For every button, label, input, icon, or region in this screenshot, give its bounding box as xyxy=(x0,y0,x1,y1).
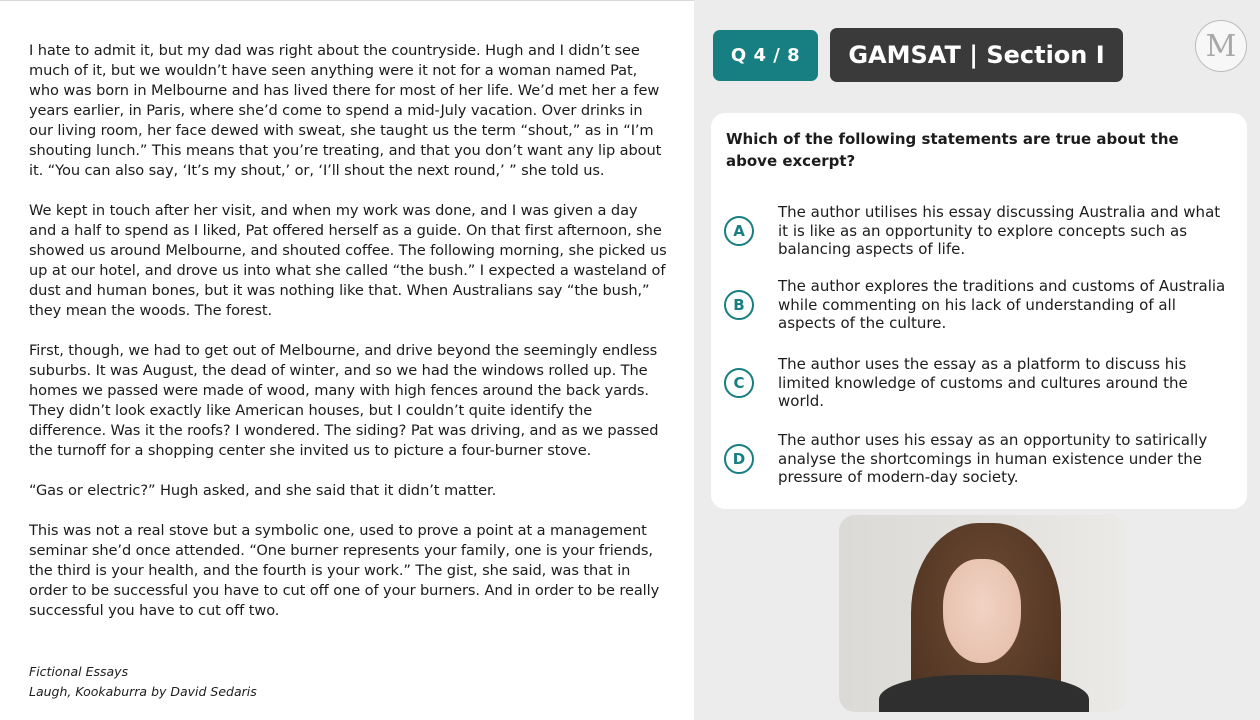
option-c-text[interactable]: The author uses the essay as a platform to discuss his limited knowledge of customs and cultures around the world. xyxy=(778,355,1188,410)
brand-logo-icon xyxy=(1195,20,1247,72)
source-title-author: Laugh, Kookaburra by David Sedaris xyxy=(29,684,257,699)
source-collection: Fictional Essays xyxy=(29,664,129,679)
passage-paragraph-5: This was not a real stove but a symbolic one, used to prove a point at a management seminar she’d once attended. “One burner represents your family, one is your friends, the third is your health, and the fourth is your work.” The gist, she said, was that in order to be successful you have to cut off one of your burners. And in order to be really successful you have to cut off two. xyxy=(29,522,660,619)
option-b-text[interactable]: The author explores the traditions and customs of Australia while commenting on his lack of understanding of all aspects of the culture. xyxy=(778,277,1226,332)
passage-paragraph-4: “Gas or electric?” Hugh asked, and she said that it didn’t matter. xyxy=(29,482,497,499)
option-a[interactable] xyxy=(724,203,1234,259)
logo-letter: M xyxy=(1205,28,1237,64)
option-b-letter[interactable]: B xyxy=(724,290,754,320)
option-b[interactable] xyxy=(724,277,1234,333)
passage-source xyxy=(29,662,257,702)
option-c[interactable] xyxy=(724,355,1234,411)
option-d[interactable] xyxy=(724,431,1234,487)
question-text: Which of the following statements are true about the above excerpt? xyxy=(726,130,1179,170)
option-a-letter[interactable]: A xyxy=(724,216,754,246)
presenter-webcam-video xyxy=(839,515,1126,712)
option-a-text[interactable]: The author utilises his essay discussing Australia and what it is like as an opportunity to explore concepts such as balancing aspects of life. xyxy=(778,203,1221,258)
section-title-badge: GAMSAT | Section I xyxy=(830,28,1123,82)
option-c-letter[interactable]: C xyxy=(724,368,754,398)
passage-paragraph-3: First, though, we had to get out of Melbourne, and drive beyond the seemingly endless suburbs. It was August, the dead of winter, and so we had the windows rolled up. The homes we passed were made of wood, many with high fences around the back yards. They didn’t look exactly like American houses, but I couldn’t quite identify the difference. Was it the roofs? I wondered. The siding? Pat was driving, and as we passed the turnoff for a shopping center she invited us to picture a four-burner stove. xyxy=(29,342,659,459)
question-number-badge: Q 4 / 8 xyxy=(713,30,818,81)
question-card xyxy=(711,113,1247,509)
presenter-face xyxy=(943,559,1021,663)
presenter-shirt xyxy=(879,675,1089,712)
question-panel xyxy=(694,0,1260,720)
option-d-letter[interactable]: D xyxy=(724,444,754,474)
passage-paragraph-2: We kept in touch after her visit, and when my work was done, and I was given a day and a half to spend as I liked, Pat offered herself as a guide. On that first afternoon, she showed us around Melbourne, and shouted coffee. The following morning, she picked us up at our hotel, and drove us into what she called “the bush.” I expected a wasteland of dust and human bones, but it was nothing like that. When Australians say “the bush,” they mean the woods. The forest. xyxy=(29,202,667,319)
passage-text xyxy=(29,41,669,641)
passage-paragraph-1: I hate to admit it, but my dad was right about the countryside. Hugh and I didn’t see much of it, but we wouldn’t have seen anything were it not for a woman named Pat, who was born in Melbourne and has lived there for most of her life. We’d met her a few years earlier, in Paris, where she’d come to spend a mid-July vacation. Over drinks in our living room, her face dewed with sweat, she taught us the term “shout,” as in “I’m shouting lunch.” This means that you’re treating, and that you don’t want any lip about it. “You can also say, ‘It’s my shout,’ or, ‘I’ll shout the next round,’ ” she told us. xyxy=(29,42,662,179)
option-d-text[interactable]: The author uses his essay as an opportunity to satirically analyse the shortcomings in human existence under the pressure of modern-day society. xyxy=(778,431,1208,486)
